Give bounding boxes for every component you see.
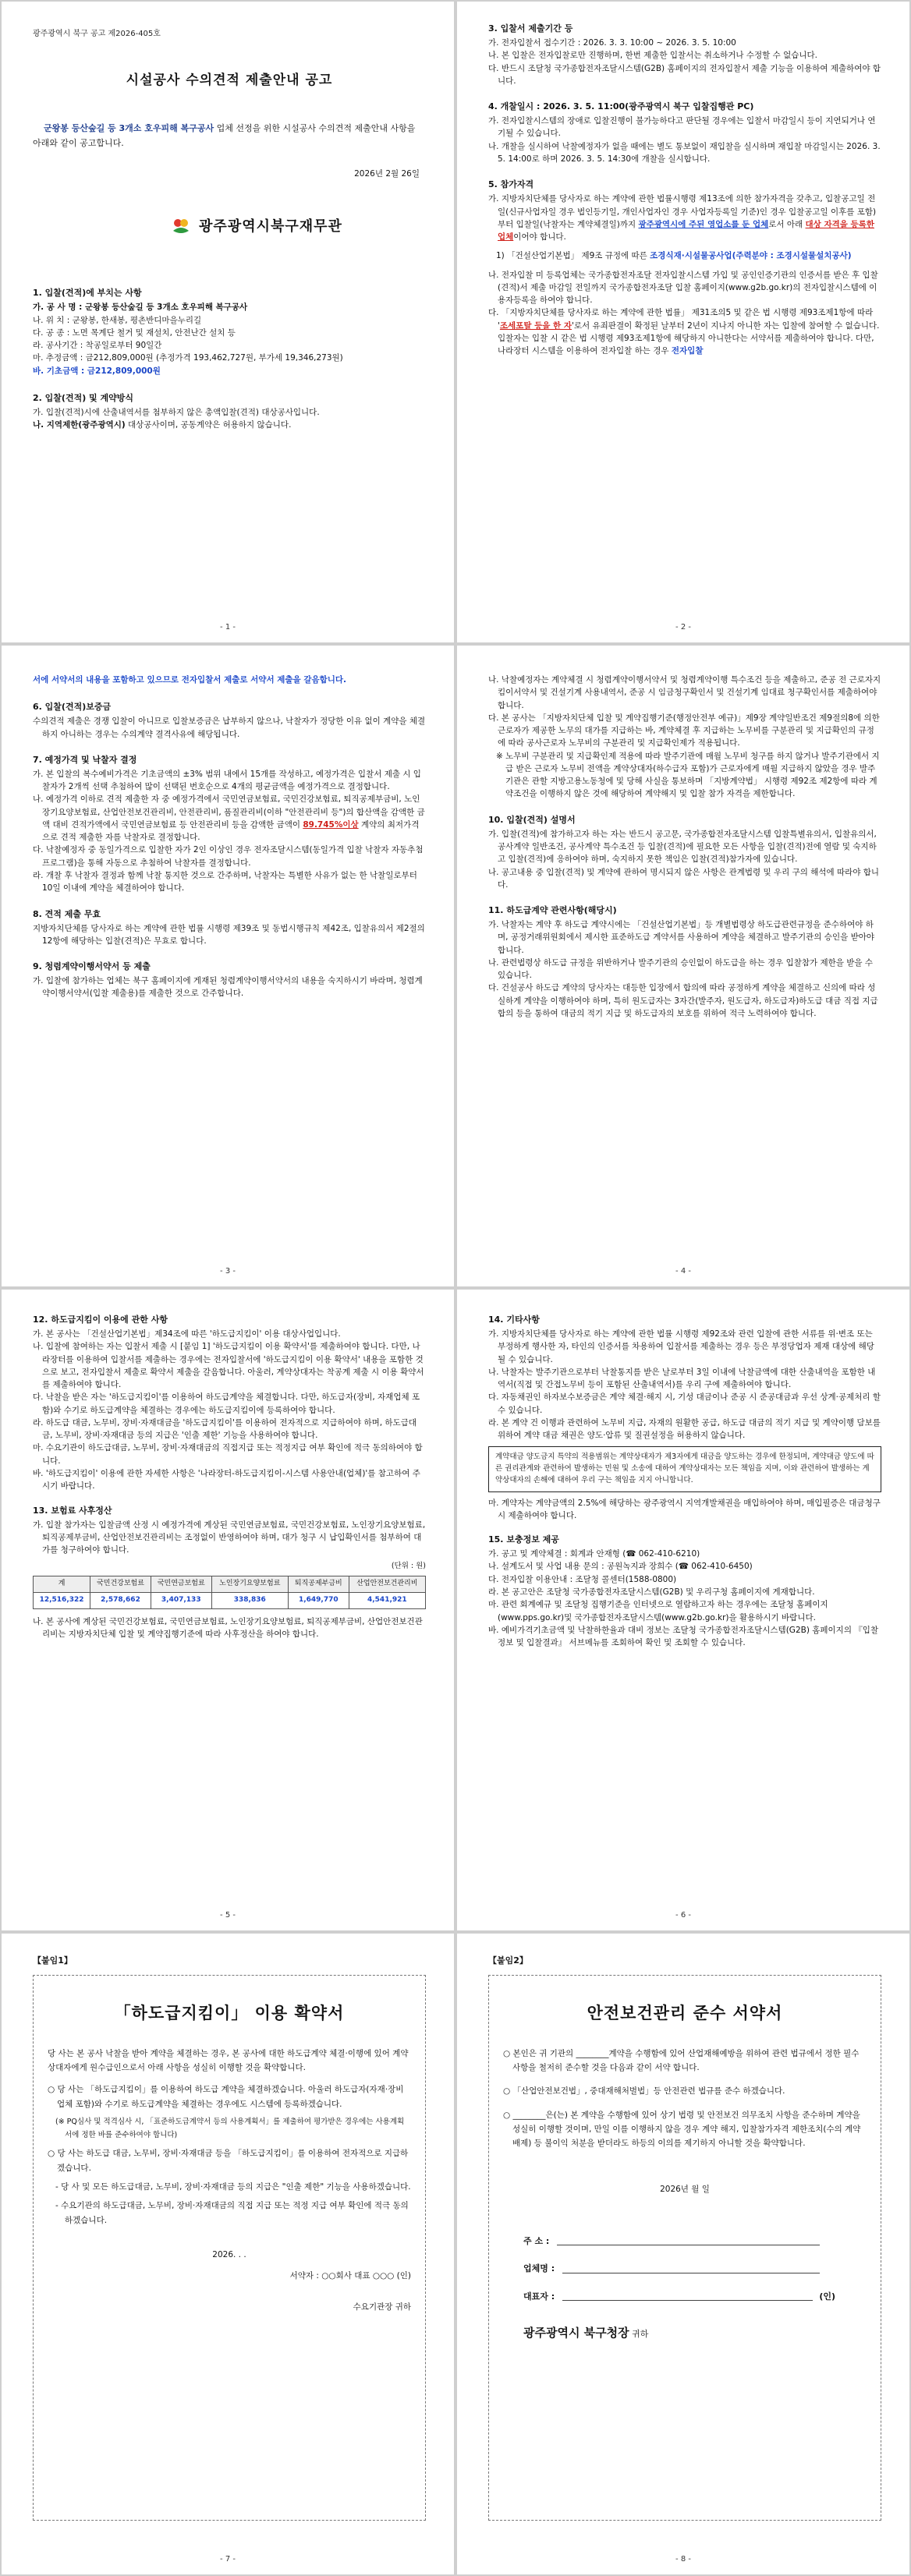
s7-b-text: 나. 예정가격 이하로 견적 제출한 자 중 예정가격에서 국민연금보험료, 국민건강보험료, 퇴직공제부금비, 노인장기요양보험료, 산업안전보건관리비, 안전관리비, 품질관리비(이하 "안전관리비 등")의 합산액을 감액한 금액 대비 견적가액에서 국민연금보험료 등 안전관리비 등을 감액한 금액이 — [33, 794, 425, 830]
field-address — [523, 2234, 867, 2249]
s5-note-text: 1) 「건설산업기본법」 제9조 규정에 따른 — [496, 251, 650, 261]
s6-item-a: 수의견적 제출은 경쟁 입찰이 아니므로 입찰보증금은 납부하지 않으나, 낙찰자가 정당한 이유 없이 계약을 체결하지 아니하는 경우는 수의계약 결격사유에 해당됩니다. — [33, 717, 426, 739]
s7-b-text2: 계약의 최저가격으로 견적 제출한 자를 낙찰자로 결정합니다. — [42, 819, 420, 843]
section-8-title: 8. 견적 제출 무효 — [33, 908, 101, 919]
field-company-label: 업체명 : — [523, 2263, 555, 2274]
s7-item-a: 가. 본 입찰의 복수예비가격은 기초금액의 ±3% 범위 내에서 15개를 작성하고, 예정가격은 입찰서 제출 시 입찰자가 2개씩 선택 추첨하여 많이 선택된 번호순으로 4개의 평균금액을 예정가격으로 결정합니다. — [33, 769, 421, 792]
s1-item-f: 바. 기초금액 : 금212,809,000원 — [33, 366, 161, 376]
s14-item-c: 다. 자동채권인 하자보수보증금은 계약 체결·해지 시, 기성 대금이나 준공 시 준공대금과 우선 상계·공제처리 할 수 있습니다. — [488, 1392, 881, 1415]
attachment-frame — [488, 1975, 881, 2521]
att-item-1: ○ 당 사는 「하도급지킴이」를 이용하여 하도급 계약을 체결하겠습니다. 아울러 하도급자(자재·장비업체 포함)와 수기로 하도급계약을 체결하는 경우에도 시스템에 등록하겠습니다. — [48, 2085, 404, 2109]
field-representative-label: 대표자 : — [523, 2291, 555, 2302]
table-cell: 2,578,662 — [90, 1593, 151, 1609]
s5-a-red: 대상 자격을 등록한 업체 — [498, 219, 874, 242]
project-name: 군왕봉 등산숲길 등 3개소 호우피해 복구공사 — [44, 122, 214, 133]
page-number: - 4 - — [675, 1266, 691, 1276]
s3-item-b: 나. 본 입찰은 전자입찰로만 진행하며, 한번 제출한 입찰서는 취소하거나 수정할 수 없습니다. — [488, 51, 818, 61]
addressee-suffix: 귀하 — [629, 2328, 649, 2339]
table-header-cell: 국민연금보험료 — [151, 1576, 211, 1593]
pledge-item-3: ○ ________은(는) 본 계약을 수행함에 있어 상기 법령 및 안전보건 의무조치 사항을 준수하며 계약을 성실히 이행할 것이며, 만일 이를 이행하지 않을 경우 계약 해지, 입찰참가자격 제한조치(수의 계약 배제) 등 불이익 처분을 받더라도 하등의 이의를 제기하지 아니할 것을 확약합니다. — [503, 2110, 861, 2149]
s5-item-b: 나. 전자입찰 미 등록업체는 국가종합전자조달 전자입찰시스템 가입 및 공인인증기관의 인증서를 받은 후 입찰(견적)서 제출 마감일 전일까지 국가종합전자조달 입찰 홈페이지(www.g2b.go.kr)의 전자입찰시스템에 이용자등록을 하여야 합니다. — [488, 270, 878, 306]
s11-item-b: 나. 관련법령상 하도급 규정을 위반하거나 발주기관의 승인없이 하도급을 하는 경우 입찰참가 제한을 받을 수 있습니다. — [488, 957, 874, 981]
s5-item-c — [488, 306, 881, 357]
s4-item-a: 가. 전자입찰시스템의 장애로 입찰진행이 불가능하다고 판단될 경우에는 입찰서 마감일시 등이 지연되거나 연기될 수 있습니다. — [488, 116, 876, 139]
lead-paragraph — [33, 122, 426, 150]
s12-item-a: 가. 본 공사는 「건설산업기본법」제34조에 따른 '하도급지킴이' 이용 대상사업입니다. — [33, 1329, 341, 1339]
s15-item-e: 마. 관련 회계예규 및 조달청 집행기준을 인터넷으로 열람하고자 하는 경우에는 조달청 홈페이지(www.pps.go.kr)및 국가종합전자조달시스템(www.g2b.go.kr)을 활용하시기 바랍니다. — [488, 1600, 828, 1622]
page-number: - 2 - — [675, 622, 691, 632]
org-signature — [87, 216, 426, 238]
field-line — [557, 2234, 820, 2245]
section-9-title: 9. 청렴계약이행서약서 등 제출 — [33, 961, 151, 972]
s5-c-blue: 전자입찰 — [671, 346, 704, 356]
table-cell: 3,407,133 — [151, 1593, 211, 1609]
s15-item-a: 가. 공고 및 계약체결 : 회계과 안재형 (☎ 062-410-6210) — [488, 1549, 700, 1559]
table-cell: 1,649,770 — [288, 1593, 349, 1609]
pledge-item-2: ○ 「산업안전보건법」, 중대재해처벌법」등 안전관련 법규를 준수 하겠습니다. — [503, 2086, 785, 2097]
s1-item-e: 마. 추정금액 : 금212,809,000원 (추정가격 193,462,727원, 부가세 19,346,273원) — [33, 353, 343, 363]
attachment-frame — [33, 1975, 426, 2521]
s2-item-b-bold: 나. 지역제한(광주광역시) — [33, 420, 126, 430]
s4-item-b: 나. 개찰을 실시하여 낙찰예정자가 없을 때에는 별도 통보없이 재입찰을 실시하며 재입찰 마감일시는 2026. 3. 5. 14:00로 하며 2026. 3. 5. 14:30에 개찰을 실시합니다. — [488, 141, 881, 164]
page-title: 시설공사 수의견적 제출안내 공고 — [126, 72, 333, 88]
s3-item-a: 가. 전자입찰서 접수기간 : 2026. 3. 3. 10:00 ~ 2026. 3. 5. 10:00 — [488, 38, 736, 48]
s12-item-e: 마. 수요기관이 하도급대금, 노무비, 장비·자재대금의 직접지급 또는 적정지급 여부 확인에 적극 동의하여야 합니다. — [33, 1443, 423, 1466]
pledge-date: 2026년 월 일 — [660, 2184, 710, 2194]
field-line — [562, 2289, 813, 2301]
section-3-title: 3. 입찰서 제출기간 등 — [488, 23, 573, 34]
s12-item-c: 다. 낙찰을 받은 자는 '하도급지킴이'를 이용하여 하도급계약을 체결합니다. 다만, 하도급자(장비, 자재업체 포함)와 수기로 하도급계약을 체결하는 경우에는 하도급지킴이에 등록하여야 합니다. — [33, 1392, 420, 1415]
s12-item-d: 라. 하도급 대금, 노무비, 장비·자재대금을 '하도급지킴이'를 이용하여 전자적으로 지급하여야 하며, 하도급대금, 노무비, 장비·자재대금 등의 지급은 '인출 제한' 기능을 사용하여야 합니다. — [33, 1417, 417, 1441]
s5-c-text2: '로서 유죄판결이 확정된 날부터 2년이 지나지 아니한 자는 입찰에 참여할 수 없습니다. 입찰자는 입찰 시 같은 법 시행령 제93조제1항에 해당하지 아니한다는 서약서를 제출하여야 합니다. 다만, 나라장터 시스템을 이용하여 전자입찰 하는 경우 — [498, 320, 880, 356]
field-line — [562, 2261, 820, 2273]
org-name: 광주광역시북구재무관 — [199, 218, 342, 235]
s14-item-b: 나. 낙찰자는 발주기관으로부터 낙찰통지를 받은 날로부터 3일 이내에 낙찰금액에 대한 산출내역을 포함한 내역서(직접 및 간접노무비 등이 포함된 산출내역서)를 우리 구에 제출하여야 합니다. — [488, 1367, 876, 1390]
s5-item-a — [488, 193, 881, 243]
section-7-title: 7. 예정가격 및 낙찰자 결정 — [33, 754, 137, 765]
table-row — [34, 1593, 426, 1609]
page-number: - 1 - — [220, 622, 236, 632]
s9-item-b: 나. 낙찰예정자는 계약체결 시 청렴계약이행서약서 및 청렴계약이행 특수조건 등을 제출하고, 준공 전 근로자지킴이서약서 및 건설기계 사용내역서, 준공 시 임금청구확인서 및 건설기계 임대료 청구확인서를 제출하여야 합니다. — [488, 675, 881, 710]
s10-item-a: 가. 입찰(견적)에 참가하고자 하는 자는 반드시 공고문, 국가종합전자조달시스템 입찰특별유의서, 입찰유의서, 공사계약 일반조건, 공사계약 특수조건 등 입찰(견적)에 필요한 모든 사항을 입찰(견적)전에 열람 및 숙지하고 입찰(견적)에 응하여야 하며, 숙지하지 못한 책임은 입찰(견적)참가자에 있습니다. — [488, 829, 877, 865]
s14-item-e: 마. 계약자는 계약금액의 2.5%에 해당하는 광주광역시 지역개발채권을 매입하여야 하며, 매입필증은 대금청구 시 제출하여야 합니다. — [488, 1498, 881, 1520]
section-15-title: 15. 보충정보 제공 — [488, 1534, 559, 1545]
att-item-4: - 수요기관의 하도급대금, 노무비, 장비·자재대금의 직접 지급 또는 적정 지급 여부 확인에 적극 동의하겠습니다. — [55, 2201, 409, 2225]
s9-note: ※ 노무비 구분관리 및 지급확인제 적용에 따라 발주기관에 매월 노무비 청구를 하지 않거나 발주기관에서 지급 받은 근로자 노무비 전액을 계약상대자(하수급자 포함)가 근로자에게 매월 지급하지 않았을 경우 발주기관은 관할 지방고용노동청에 및 당해 사실을 통보하며 「지방계약법」 시행령 제92조 제2항에 따라 계약조건을 이행하지 않은 것에 해당하여 계약해지 및 입찰 참가 자격을 제한합니다. — [496, 751, 880, 799]
section-14-title: 14. 기타사항 — [488, 1315, 540, 1325]
s1-item-c: 다. 공 종 : 노면 목계단 철거 및 재설치, 안전난간 설치 등 — [33, 327, 236, 338]
s15-item-f: 바. 예비가격기초금액 및 낙찰하한율과 대비 정보는 조달청 국가종합전자조달시스템(G2B) 홈페이지의 『입찰정보 및 입찰결과』 서브메뉴를 조회하여 확인 및 조회할 수 있습니다. — [488, 1625, 879, 1648]
table-header-cell: 퇴직공제부금비 — [288, 1576, 349, 1593]
pledge-addressee — [523, 2323, 867, 2343]
page-5 — [2, 1290, 454, 1930]
s14-notice-box: 계약대금 양도금지 특약의 적용범위는 계약상대자가 제3자에게 대금을 양도하는 경우에 한정되며, 계약대금 양도에 따른 권리관계와 관련하여 발생하는 민원 및 소송에 대하여 계약상대자는 모든 책임을 지며, 이와 관련하여 발생하는 계약상대자의 손해에 대하여 우리 구는 책임을 지지 아니합니다. — [488, 1446, 881, 1491]
section-10-title: 10. 입찰(견적) 설명서 — [488, 814, 576, 825]
table-cell: 338,836 — [211, 1593, 288, 1609]
att-item-2: ○ 당 사는 하도급 대금, 노무비, 장비·자재대금 등을 「하도급지킴이」를 이용하여 전자적으로 지급하겠습니다. — [48, 2149, 409, 2173]
s5-c-text: 다. 「지방자치단체를 당사자로 하는 계약에 관한 법률」 제31조의5 및 같은 법 시행령 제93조제1항에 따라 ' — [488, 308, 874, 331]
page-8 — [457, 1934, 909, 2574]
att-item-3: - 당 사 및 모든 하도급대금, 노무비, 장비·자재대금 등의 지급은 "인출 제한" 기능을 사용하겠습니다. — [55, 2182, 411, 2192]
page-number: - 3 - — [220, 1266, 236, 1276]
s9-item-a: 가. 입찰에 참가하는 업체는 북구 홈페이지에 게재된 청렴계약이행서약서의 내용을 숙지하시기 바라며, 청렴계약이행서약서(입찰 제출용)를 제출한 것으로 간주합니다. — [33, 976, 423, 999]
s5-c-red: 조세포탈 등을 한 자 — [499, 320, 572, 331]
s8-item-a: 지방자치단체를 당사자로 하는 계약에 관한 법률 시행령 제39조 및 동법시행규칙 제42조, 입찰유의서 제2절의 12항에 해당하는 입찰(견적)은 무효로 합니다. — [33, 923, 425, 946]
s13-item-b: 나. 본 공사에 계상된 국민건강보험료, 국민연금보험료, 노인장기요양보험료, 퇴직공제부금비, 산업안전보건관리비는 지방자치단체 입찰 및 계약집행기준에 따라 사후정산을 하여야 합니다. — [33, 1616, 423, 1640]
s15-item-b: 나. 설계도서 및 사업 내용 문의 : 공원녹지과 장희수 (☎ 062-410-6450) — [488, 1562, 753, 1572]
table-cell: 12,516,322 — [34, 1593, 90, 1609]
table-header-cell: 산업안전보건관리비 — [349, 1576, 425, 1593]
page-2 — [457, 2, 909, 642]
s5-note-license: 조경식재·시설물공사업(주력분야 : 조경시설물설치공사) — [650, 251, 852, 261]
s10-item-b: 나. 공고내용 중 입찰(견적) 및 계약에 관하여 명시되지 않은 사항은 관계법령 및 우리 구의 해석에 따라야 합니다. — [488, 867, 880, 890]
s9-item-c: 다. 본 공사는 「지방자치단체 입찰 및 계약집행기준(행정안전부 예규)」제9장 계약일반조건 제9절의8에 의한 근로자가 제공한 노무의 대가를 지급하는 바, 계약체결 후 지급하는 노무비를 구분관리 및 지급확인의 규정에 따라 공사근로자 노무비의 구분관리 및 지급확인제가 적용됩니다. — [488, 713, 880, 748]
att-signer: 서약자 : ○○회사 대표 ○○○ (인) — [289, 2270, 411, 2281]
table-header-cell: 국민건강보험료 — [90, 1576, 151, 1593]
s1-item-b: 나. 위 치 : 군왕봉, 한새봉, 평촌반디마을누리길 — [33, 315, 202, 325]
attachment-body — [503, 2047, 867, 2344]
s12-item-f: 바. '하도급지킴이' 이용에 관한 자세한 사항은 '나라장터-하도급지킴이-시스템 사용안내(업체)'를 참고하여 주시기 바랍니다. — [33, 1468, 420, 1491]
s15-item-d: 라. 본 공고안은 조달청 국가종합전자조달시스템(G2B) 및 우리구청 홈페이지에 게재합니다. — [488, 1587, 815, 1597]
att-date: 2026. . . — [212, 2250, 246, 2260]
addressee-name: 광주광역시 북구청장 — [523, 2325, 629, 2340]
continued-text: 서에 서약서의 내용을 포함하고 있으므로 전자입찰서 제출로 서약서 제출을 갈음합니다. — [33, 675, 347, 685]
s12-item-b: 나. 입찰에 참여하는 자는 입찰서 제출 시 [붙임 1] '하도급지킴이 이용 확약서'를 제출하여야 합니다. 다만, 나라장터를 이용하여 입찰서를 제출하는 경우에는 전자입찰서에 '하도급지킴이 이용 확약서' 내용을 포함한 것으로 보고, 전자입찰서 제출로 확약서 제출을 갈음합니다. 아울러, 계약상대자는 착공계 제출 시 이용 확약서를 제출하여야 합니다. — [33, 1342, 424, 1390]
s5-a-text: 가. 지방자치단체를 당사자로 하는 계약에 관한 법률시행령 제13조에 의한 참가자격을 갖추고, 입찰공고일 전일(신규사업자일 경우 법인등기일, 개인사업자인 경우 사업자등록일 기준)인 경우 입찰공고일 이후를 포함)부터 입찰일(낙찰자는 계약체결일)까지 — [488, 194, 877, 229]
s5-a-text3: 이어야 합니다. — [513, 232, 566, 242]
notice-date: 2026년 2월 26일 — [354, 169, 420, 179]
page-4 — [457, 646, 909, 1286]
doc-number: 광주광역시 북구 공고 제2026-405호 — [33, 30, 161, 38]
s2-item-b-text: 대상공사이며, 공동계약은 허용하지 않습니다. — [125, 420, 292, 430]
s3-item-c: 다. 반드시 조달청 국가종합전자조달시스템(G2B) 홈페이지의 전자입찰서 제출 기능을 이용하여 제출하여야 합니다. — [488, 63, 881, 86]
table-header-row — [34, 1576, 426, 1593]
att-item-1-note: (※ PQ심사 및 적격심사 시, 「표준하도급계약서 등의 사용계획서」를 제출하여 평가받은 경우에는 사용계획서에 정한 바를 준수하여야 합니다) — [55, 2118, 405, 2139]
att-addressee: 수요기관장 귀하 — [353, 2302, 411, 2312]
s15-item-c: 다. 전자입찰 이용안내 : 조달청 콜센터(1588-0800) — [488, 1574, 677, 1584]
attachment-title: 안전보건관리 준수 서약서 — [587, 2004, 783, 2023]
table-cell: 4,541,921 — [349, 1593, 425, 1609]
table-header-cell: 노인장기요양보험료 — [211, 1576, 288, 1593]
s14-item-d: 라. 본 계약 건 이행과 관련하여 노무비 지급, 자재의 원활한 공급, 하도급 대금의 적기 지급 및 계약이행 담보를 위하여 계약 대금 채권은 양도·압류 및 질권설정을 허용하지 않습니다. — [488, 1417, 881, 1441]
page-6 — [457, 1290, 909, 1930]
lead-text: 업체 선정을 위한 시설공사 수의견적 제출안내 사항을 아래와 같이 공고합니다. — [33, 122, 416, 148]
s5-a-highlight: 광주광역시에 주된 영업소를 둔 업체 — [638, 219, 769, 229]
table-header-cell: 계 — [34, 1576, 90, 1593]
section-5-title: 5. 참가자격 — [488, 179, 534, 190]
s11-item-c: 다. 건설공사 하도급 계약의 당사자는 대등한 입장에서 합의에 따라 공정하게 계약을 체결하고 신의에 따라 성실하게 계약을 이행하여야 하며, 특히 원도급자는 3자간(발주자, 원도급자, 하도급자)하도급 대금 직접 지급합의 등을 통하여 대금의 적기 지급 및 하도급자의 보호를 위하여 적극 노력하여야 합니다. — [488, 983, 878, 1018]
s7-item-d: 라. 개찰 후 낙찰자 결정과 함께 낙찰 통지한 것으로 간주하며, 낙찰자는 특별한 사유가 없는 한 낙찰일로부터 10일 이내에 계약을 체결하여야 합니다. — [33, 871, 417, 893]
s1-item-d: 라. 공사기간 : 착공일로부터 90일간 — [33, 341, 162, 351]
s13-item-a: 가. 입찰 참가자는 입찰금액 산정 시 예정가격에 계상된 국민연금보험료, 국민건강보험료, 노인장기요양보험료, 퇴직공제부금비, 산업안전보건관리비는 조정없이 반영하여야 하며, 대가 청구 시 납입확인서를 첨부하여 대가를 청구하여야 합니다. — [33, 1520, 426, 1555]
page-1 — [2, 2, 454, 642]
page-number: - 6 - — [675, 1910, 691, 1920]
page-3 — [2, 646, 454, 1286]
bukgu-logo-icon — [171, 217, 191, 237]
section-1-title: 1. 입찰(견적)에 부치는 사항 — [33, 288, 142, 299]
attachment-title: 「하도급지킴이」 이용 확약서 — [114, 2004, 345, 2023]
page-7 — [2, 1934, 454, 2574]
seal-mark: (인) — [819, 2291, 835, 2302]
insurance-table — [33, 1576, 426, 1609]
field-address-label: 주 소 : — [523, 2236, 550, 2247]
field-representative — [523, 2289, 867, 2304]
section-11-title: 11. 하도급계약 관련사항(해당시) — [488, 905, 617, 916]
section-2-title: 2. 입찰(견적) 및 계약방식 — [33, 393, 134, 404]
section-4-title: 4. 개찰일시 : 2026. 3. 5. 11:00(광주광역시 북구 입찰집행관 PC) — [488, 101, 754, 112]
page-number: - 5 - — [220, 1910, 236, 1920]
pledge-item-1: ○ 본인은 귀 기관의 ________계약을 수행함에 있어 산업재해예방을 위하여 관련 법규에서 정한 필수사항을 철저히 준수할 것을 다음과 같이 서약 합니다. — [503, 2048, 860, 2072]
attachment-tag: 【붙임1】 — [33, 1955, 73, 1966]
attachment-tag: 【붙임2】 — [488, 1955, 528, 1966]
table-unit: (단위 : 원) — [391, 1562, 426, 1571]
s11-item-a: 가. 낙찰자는 계약 후 하도급 계약시에는 「건설산업기본법」등 개별법령상 하도급관련규정을 준수하여야 하며, 공정거래위원회에서 제시한 표준하도급 계약서를 사용하여 계약을 체결하고 발주기관의 승인을 받아야 합니다. — [488, 920, 875, 955]
page-number: - 8 - — [675, 2554, 691, 2564]
s5-a-text2: 로서 아래 — [768, 219, 806, 229]
s1-item-a: 가. 공 사 명 : 군왕봉 등산숲길 등 3개소 호우피해 복구공사 — [33, 303, 248, 313]
attachment-body — [48, 2047, 411, 2315]
section-13-title: 13. 보험료 사후정산 — [33, 1505, 112, 1516]
page-number: - 7 - — [220, 2554, 236, 2564]
field-company — [523, 2261, 867, 2276]
s2-item-b — [33, 419, 426, 431]
s2-item-a: 가. 입찰(견적)시에 산출내역서를 첨부하지 않은 총액입찰(견적) 대상공사입니다. — [33, 408, 320, 418]
s7-item-c: 다. 낙찰예정자 중 동일가격으로 입찰한 자가 2인 이상인 경우 전자조달시스템(동일가격 입찰 낙찰자 자동추첨프로그램)을 통해 자동으로 추첨하여 낙찰자를 결정합니다. — [33, 845, 424, 868]
section-6-title: 6. 입찰(견적)보증금 — [33, 702, 112, 713]
section-12-title: 12. 하도급지킴이 이용에 관한 사항 — [33, 1315, 168, 1325]
s5-note — [488, 249, 881, 262]
s14-item-a: 가. 지방자치단체를 당사자로 하는 계약에 관한 법률 시행령 제92조와 관련 입찰에 관한 서류를 위·변조 또는 부정하게 행사한 자, 타인의 인증서를 차용하여 입찰서를 제출하는 경우 등은 부정당업자 제재 대상에 해당될 수 있습니다. — [488, 1329, 874, 1364]
s7-item-b — [33, 793, 426, 844]
s7-b-rate: 89.745%이상 — [303, 819, 359, 830]
att-intro: 당 사는 본 공사 낙찰을 받아 계약을 체결하는 경우, 본 공사에 대한 하도급계약 체결·이행에 있어 계약상대자에게 원수급인으로서 아래 사항을 성실히 이행할 것을 확약합니다. — [48, 2048, 409, 2072]
